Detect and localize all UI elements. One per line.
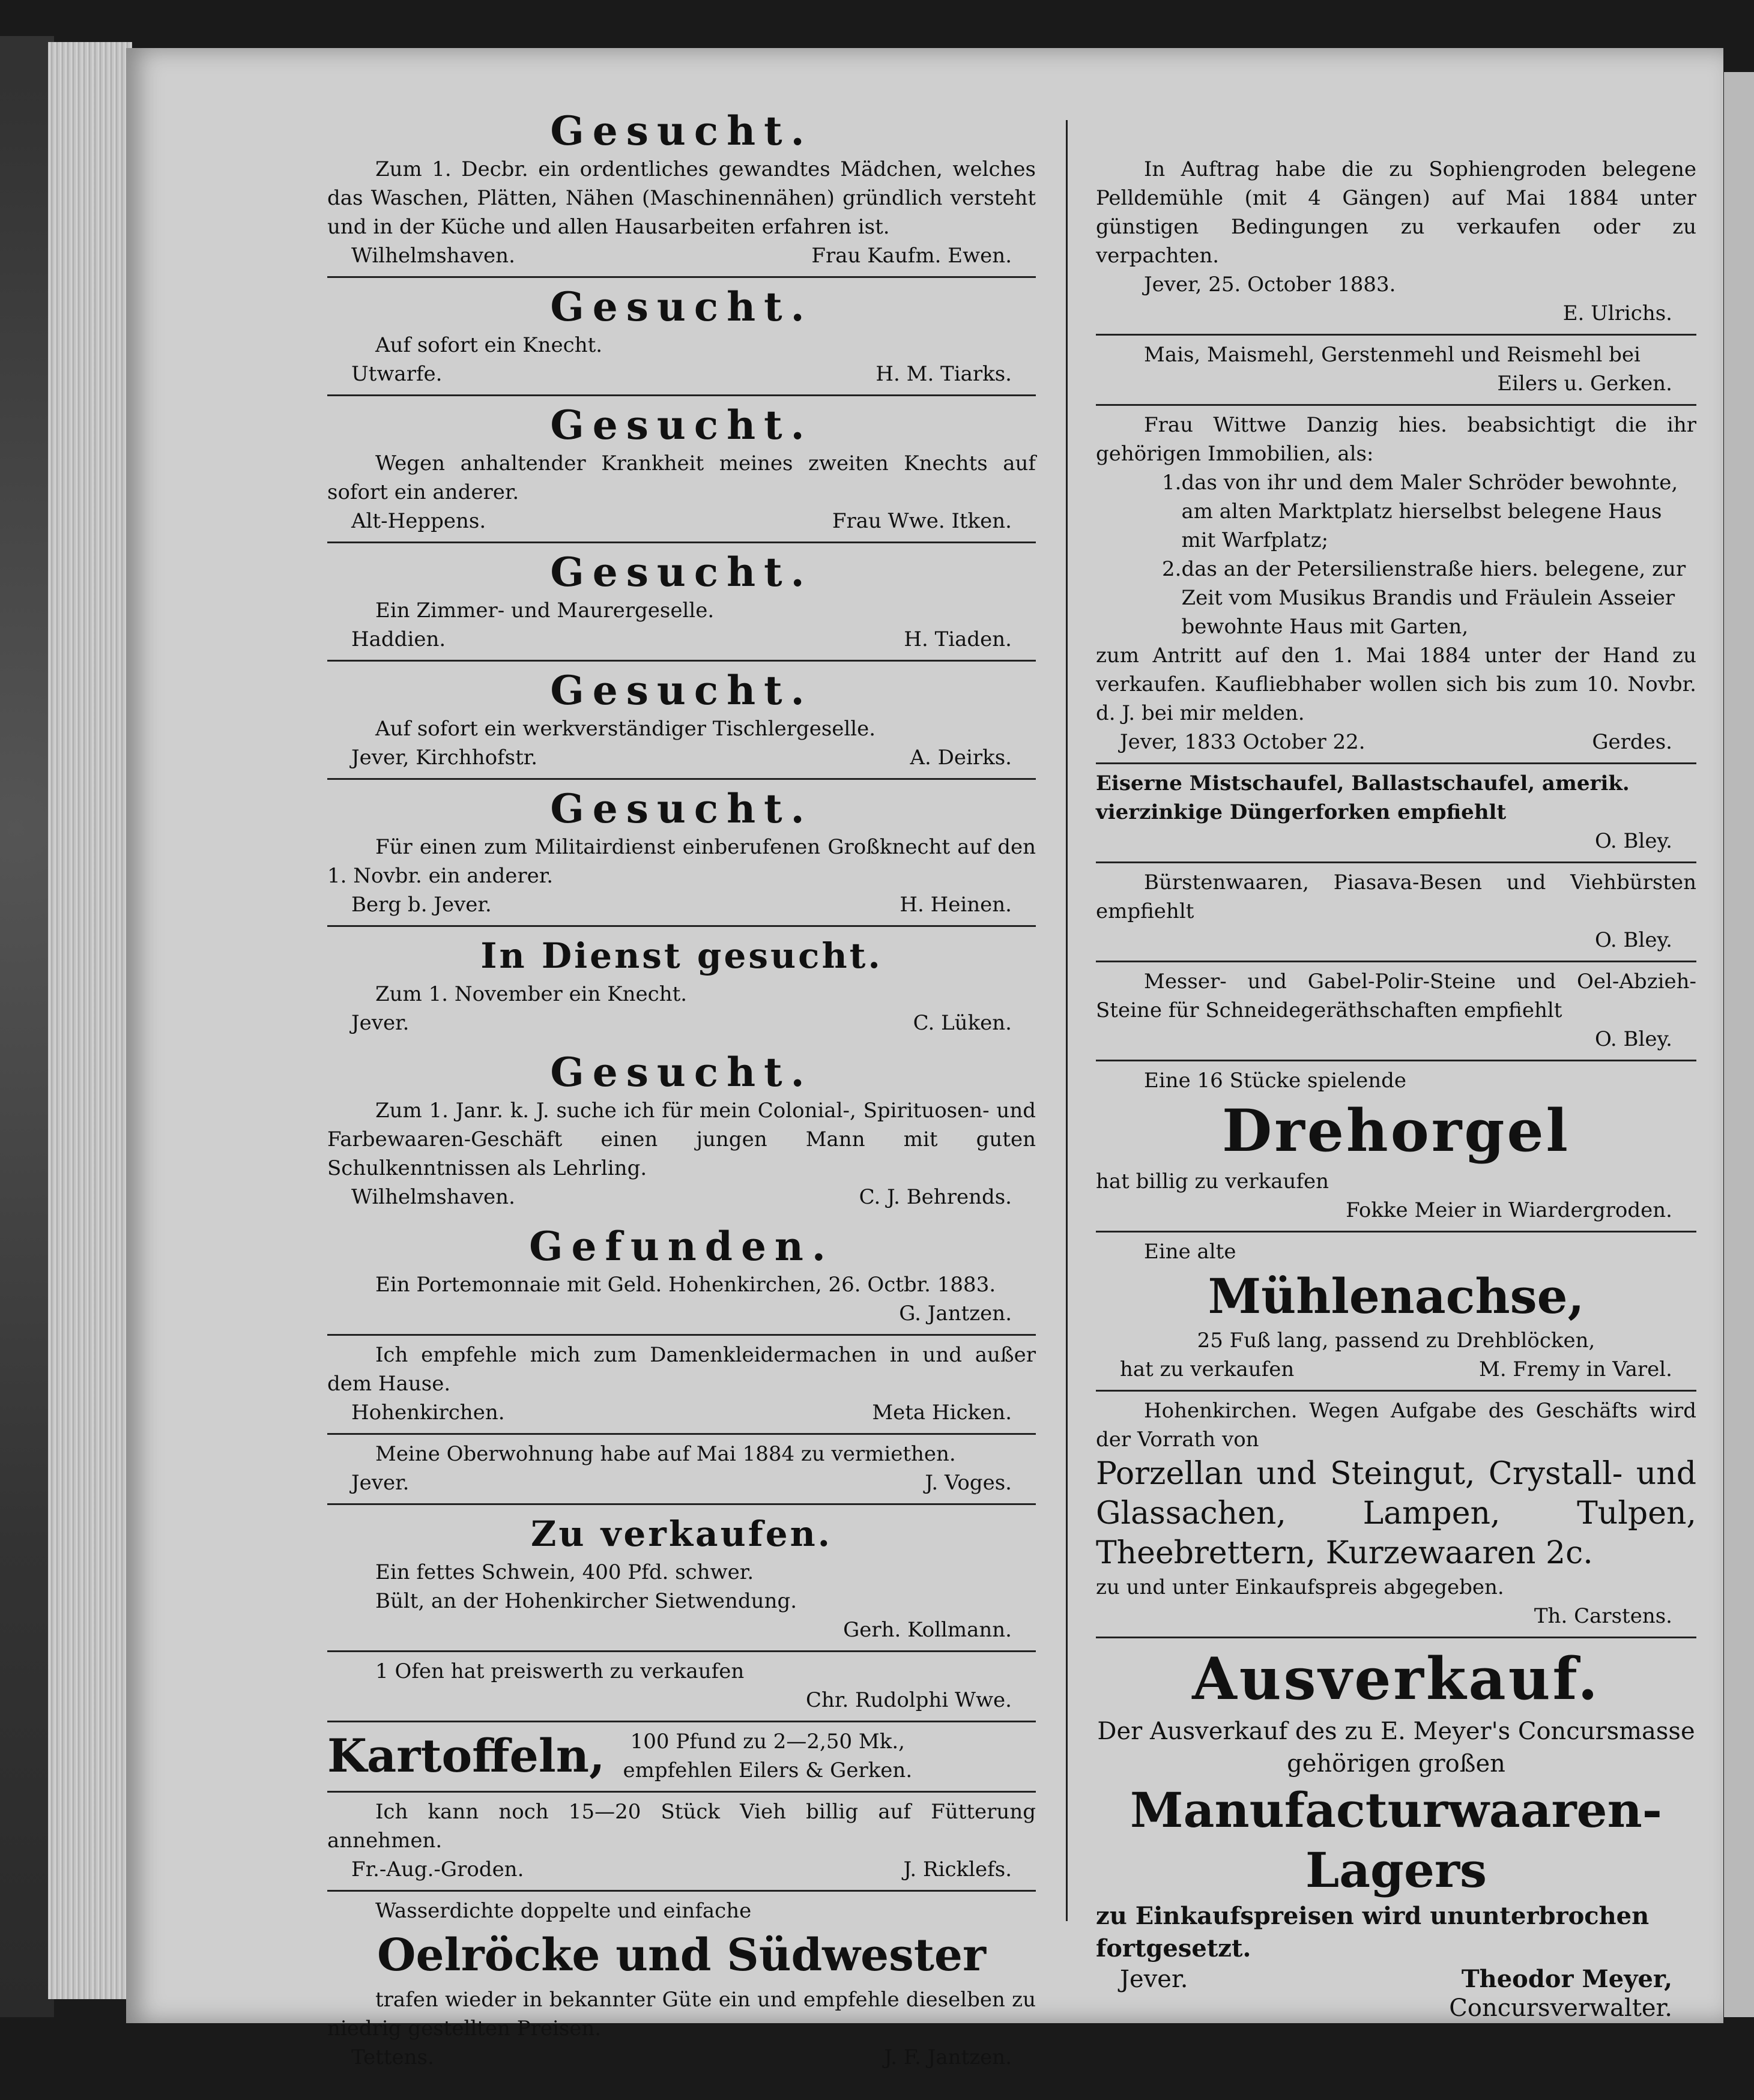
ad-name: O. Bley. bbox=[1595, 829, 1672, 853]
ad-mais bbox=[1096, 336, 1696, 406]
ad-danzig bbox=[1096, 406, 1696, 764]
ad-place: Jever. bbox=[351, 1011, 410, 1035]
ad-text-2: zu Einkaufspreisen wird ununterbrochen fortgesetzt. bbox=[1096, 1902, 1650, 1963]
ad-intro: Wasserdichte doppelte und einfache bbox=[375, 1899, 752, 1923]
right-column bbox=[1096, 150, 1696, 2029]
ad-gesucht-lehrling bbox=[327, 1043, 1036, 1217]
ad-date: Jever, 1833 October 22. bbox=[1120, 730, 1365, 754]
ad-name: Chr. Rudolphi Wwe. bbox=[806, 1688, 1012, 1712]
ad-gesucht-4 bbox=[327, 543, 1036, 662]
ad-gesucht-1 bbox=[327, 102, 1036, 278]
ad-text: Mais, Maismehl, Gerstenmehl und Reismehl bei bbox=[1144, 343, 1641, 367]
ad-name: G. Jantzen. bbox=[899, 1302, 1012, 1326]
list-item bbox=[1162, 555, 1696, 641]
ad-name: M. Fremy in Varel. bbox=[1479, 1357, 1672, 1381]
ad-text: 1 Ofen hat preiswerth zu verkaufen bbox=[375, 1659, 745, 1683]
list-number: 2. bbox=[1162, 557, 1182, 581]
ad-heading: Gesucht. bbox=[550, 1049, 813, 1096]
ad-gefunden bbox=[327, 1217, 1036, 1336]
ad-name: Theodor Meyer, bbox=[1461, 1965, 1672, 1993]
ad-bley-schaufel bbox=[1096, 764, 1696, 863]
ad-name: Gerh. Kollmann. bbox=[843, 1618, 1012, 1642]
ad-heading: Gefunden. bbox=[529, 1223, 834, 1270]
ad-carstens bbox=[1096, 1392, 1696, 1638]
ad-intro: Eine alte bbox=[1144, 1240, 1236, 1264]
ad-big-word-2: Manufacturwaaren- bbox=[1130, 1782, 1662, 1838]
ad-name: A. Deirks. bbox=[910, 746, 1012, 770]
ad-place: hat zu verkaufen bbox=[1120, 1357, 1295, 1381]
ad-intro: Frau Wittwe Danzig hies. beabsichtigt die ihr gehörigen Immobilien, als: bbox=[1096, 413, 1696, 466]
ad-text: Zum 1. November ein Knecht. bbox=[375, 982, 688, 1006]
ad-muehlenachse bbox=[1096, 1233, 1696, 1392]
ad-name: O. Bley. bbox=[1595, 928, 1672, 952]
ad-name: C. J. Behrends. bbox=[859, 1185, 1012, 1209]
ad-text: Ich kann noch 15—20 Stück Vieh billig auf Fütterung annehmen. bbox=[327, 1800, 1036, 1853]
list-text: das von ihr und dem Maler Schröder bewohnte, am alten Marktplatz hierselbst belegene Haus mit Warfplatz; bbox=[1181, 471, 1678, 552]
ad-in-dienst bbox=[327, 927, 1036, 1043]
ad-big-word-3: Lagers bbox=[1305, 1842, 1487, 1898]
property-list bbox=[1096, 468, 1696, 641]
ad-text: Auf sofort ein werkverständiger Tischlergeselle. bbox=[375, 717, 876, 741]
ad-place: Haddien. bbox=[351, 627, 446, 651]
ad-bley-steine bbox=[1096, 962, 1696, 1061]
column-divider bbox=[1066, 120, 1068, 1921]
ad-name: Th. Carstens. bbox=[1534, 1604, 1672, 1628]
ad-place: Berg b. Jever. bbox=[351, 893, 492, 917]
ad-text: In Auftrag habe die zu Sophiengroden belegene Pelldemühle (mit 4 Gängen) auf Mai 1884 unter günstigen Bedingungen zu verkaufen oder zu verpachten. bbox=[1096, 157, 1696, 268]
ad-name: Fokke Meier in Wiardergroden. bbox=[1346, 1198, 1672, 1222]
ad-text: Ich empfehle mich zum Damenkleidermachen in und außer dem Hause. bbox=[327, 1343, 1036, 1396]
ad-heading: In Dienst gesucht. bbox=[480, 935, 883, 976]
ad-text-1: Der Ausverkauf des zu E. Meyer's Concursmasse gehörigen großen bbox=[1097, 1718, 1695, 1778]
ad-text: Messer- und Gabel-Polir-Steine und Oel-Abzieh-Steine für Schneidegeräthschaften empfiehlt bbox=[1096, 970, 1696, 1022]
ad-name: J. Voges. bbox=[925, 1471, 1012, 1495]
ad-big-word: Oelröcke und Südwester bbox=[377, 1930, 986, 1981]
ad-text: Auf sofort ein Knecht. bbox=[375, 333, 603, 357]
ad-text: Für einen zum Militairdienst einberufenen Großknecht auf den 1. Novbr. ein anderer. bbox=[327, 835, 1036, 888]
ad-text: trafen wieder in bekannter Güte ein und empfehle dieselben zu niedrig gestellten Preisen. bbox=[327, 1988, 1036, 2041]
ad-text: Zum 1. Janr. k. J. suche ich für mein Colonial-, Spirituosen- und Farbewaaren-Geschäft einen jungen Mann mit guten Schulkenntnissen als Lehrling. bbox=[327, 1099, 1036, 1180]
ad-oberwohnung bbox=[327, 1435, 1036, 1505]
ad-name: H. M. Tiarks. bbox=[875, 362, 1012, 386]
ad-text: zu und unter Einkaufspreis abgegeben. bbox=[1096, 1575, 1504, 1599]
ad-text-1: 100 Pfund zu 2—2,50 Mk., bbox=[630, 1730, 905, 1754]
ad-name: Eilers u. Gerken. bbox=[1497, 372, 1672, 396]
ad-name: Frau Wwe. Itken. bbox=[832, 509, 1012, 533]
ad-intro: Hohenkirchen. Wegen Aufgabe des Geschäfts wird der Vorrath von bbox=[1096, 1399, 1696, 1452]
ad-text-1: Ein fettes Schwein, 400 Pfd. schwer. bbox=[375, 1560, 754, 1584]
ad-text: Ein Zimmer- und Maurergeselle. bbox=[375, 599, 715, 623]
ad-name: J. F. Jantzen. bbox=[884, 2045, 1012, 2069]
ad-drehorgel bbox=[1096, 1061, 1696, 1233]
ad-outro: zum Antritt auf den 1. Mai 1884 unter der Hand zu verkaufen. Kaufliebhaber wollen sich bis zum 10. Novbr. d. J. bei mir melden. bbox=[1096, 644, 1696, 725]
ad-zu-verkaufen bbox=[327, 1505, 1036, 1652]
book-cover-edge bbox=[0, 36, 54, 2017]
ad-name: C. Lüken. bbox=[913, 1011, 1012, 1035]
ad-text-2: Bült, an der Hohenkircher Sietwendung. bbox=[375, 1589, 797, 1613]
ad-heading: Zu verkaufen. bbox=[530, 1513, 832, 1554]
ad-gesucht-6 bbox=[327, 780, 1036, 927]
ad-text: hat billig zu verkaufen bbox=[1096, 1169, 1329, 1193]
ad-text: Wegen anhaltender Krankheit meines zweiten Knechts auf sofort ein anderer. bbox=[327, 451, 1036, 504]
ad-place: Jever, Kirchhofstr. bbox=[351, 746, 538, 770]
ad-text: Ein Portemonnaie mit Geld. Hohenkirchen, 26. Octbr. 1883. bbox=[375, 1273, 996, 1297]
ad-name: Frau Kaufm. Ewen. bbox=[811, 244, 1012, 268]
ad-place: Jever. bbox=[1120, 1966, 1188, 1993]
ad-heading: Gesucht. bbox=[550, 283, 813, 330]
ad-damenkleider bbox=[327, 1336, 1036, 1435]
ad-big-word: Drehorgel bbox=[1222, 1097, 1570, 1165]
list-text: das an der Petersilienstraße hiers. belegene, zur Zeit vom Musikus Brandis und Fräulein Asseier bewohnte Haus mit Garten, bbox=[1181, 557, 1686, 639]
ad-vieh bbox=[327, 1793, 1036, 1892]
left-column bbox=[327, 102, 1036, 2078]
ad-big-word: Mühlenachse, bbox=[1208, 1268, 1585, 1324]
ad-kartoffeln bbox=[327, 1722, 1036, 1793]
ad-text: Bürstenwaaren, Piasava-Besen und Viehbürsten empfiehlt bbox=[1096, 870, 1696, 923]
ad-heading: Gesucht. bbox=[550, 549, 813, 596]
ad-pelldemuehle bbox=[1096, 150, 1696, 336]
ad-gesucht-5 bbox=[327, 662, 1036, 780]
ad-heading: Gesucht. bbox=[550, 107, 813, 154]
ad-text-2: empfehlen Eilers & Gerken. bbox=[623, 1758, 913, 1782]
ad-gesucht-2 bbox=[327, 278, 1036, 396]
ad-name: Meta Hicken. bbox=[872, 1401, 1012, 1425]
ad-place: Tettens. bbox=[351, 2045, 434, 2069]
ad-gesucht-3 bbox=[327, 396, 1036, 543]
ad-big-word: Ausverkauf. bbox=[1192, 1645, 1600, 1713]
ad-text: Zum 1. Decbr. ein ordentliches gewandtes Mädchen, welches das Waschen, Plätten, Nähen (Maschinennähen) gründlich versteht und in der Küche und allen Hausarbeiten erfahren ist. bbox=[327, 157, 1036, 239]
ad-ausverkauf bbox=[1096, 1638, 1696, 2029]
ad-place: Alt-Heppens. bbox=[351, 509, 486, 533]
list-item bbox=[1162, 468, 1696, 555]
ad-big-text: Porzellan und Steingut, Crystall- und Glassachen, Lampen, Tulpen, Theebrettern, Kurzewaaren 2c. bbox=[1096, 1456, 1696, 1571]
ad-heading: Gesucht. bbox=[550, 402, 813, 448]
ad-text: Meine Oberwohnung habe auf Mai 1884 zu vermiethen. bbox=[375, 1442, 956, 1466]
book-page-edges bbox=[48, 42, 132, 1999]
ad-name: H. Heinen. bbox=[900, 893, 1012, 917]
ad-place: Wilhelmshaven. bbox=[351, 244, 515, 268]
ad-name: E. Ulrichs. bbox=[1562, 301, 1672, 325]
ad-place: Utwarfe. bbox=[351, 362, 443, 386]
ad-place: Hohenkirchen. bbox=[351, 1401, 505, 1425]
ad-place: Wilhelmshaven. bbox=[351, 1185, 515, 1209]
ad-heading: Gesucht. bbox=[550, 667, 813, 714]
ad-bley-buersten bbox=[1096, 863, 1696, 962]
ad-big-word: Kartoffeln, bbox=[327, 1729, 605, 1782]
ad-name: O. Bley. bbox=[1595, 1027, 1672, 1051]
ad-text: 25 Fuß lang, passend zu Drehblöcken, bbox=[1197, 1329, 1595, 1353]
ad-intro: Eine 16 Stücke spielende bbox=[1144, 1069, 1407, 1093]
ad-name: H. Tiaden. bbox=[904, 627, 1012, 651]
ad-heading: Gesucht. bbox=[550, 785, 813, 832]
ad-place: Jever. bbox=[351, 1471, 410, 1495]
ad-oelroecke bbox=[327, 1892, 1036, 2078]
ad-date: Jever, 25. October 1883. bbox=[1144, 273, 1396, 297]
facing-page-sliver bbox=[1724, 72, 1754, 2017]
ad-role: Concursverwalter. bbox=[1449, 1994, 1672, 2022]
list-number: 1. bbox=[1162, 471, 1182, 495]
ad-place: Fr.-Aug.-Groden. bbox=[351, 1857, 524, 1881]
ad-text: Eiserne Mistschaufel, Ballastschaufel, amerik. vierzinkige Düngerforken empfiehlt bbox=[1096, 771, 1630, 824]
ad-name: Gerdes. bbox=[1592, 730, 1672, 754]
ad-ofen bbox=[327, 1652, 1036, 1722]
ad-name: J. Ricklefs. bbox=[903, 1857, 1012, 1881]
